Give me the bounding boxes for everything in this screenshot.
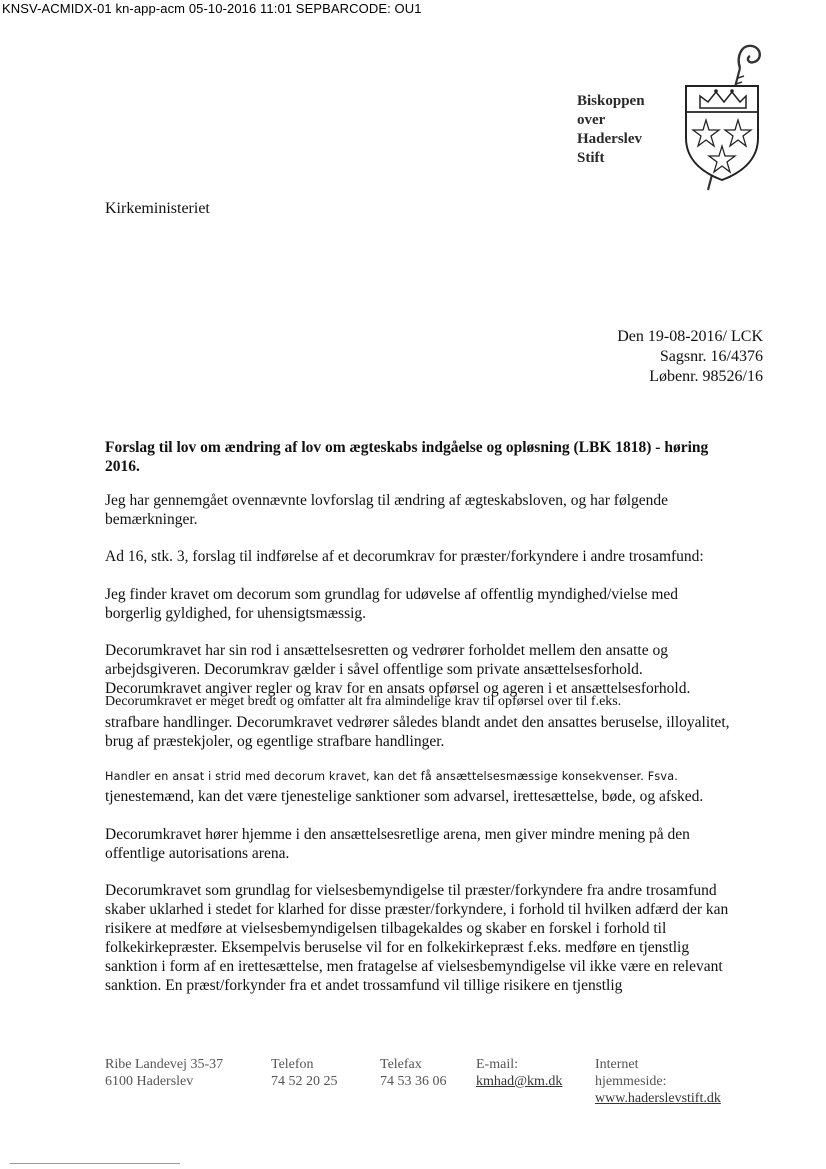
footer-address [105, 1056, 223, 1090]
letterhead-line: Haderslev [577, 131, 642, 147]
body-paragraph-4a: Decorumkravet har sin rod i ansættelsesretten og vedrører forholdet mellem den ansatte og arbejdsgiveren. Decorumkrav gælder i såvel offentlige som private ansættelsesforhold. Decorumkravet angiver regler og krav for en ansats opførsel og ageren i et ansættelsesforhold. [105, 642, 691, 697]
body-paragraph-6: Decorumkravet hører hjemme i den ansættelsesretlige arena, men giver mindre mening på den offentlige autorisations arena. [105, 826, 690, 862]
letterhead-text [577, 92, 645, 168]
footer-email-label: E-mail: [476, 1057, 518, 1072]
body-paragraph-3: Jeg finder kravet om decorum som grundlag for udøvelse af offentlig myndighed/vielse med borgerlig gyldighed, for uhensigtsmæssig. [105, 586, 679, 622]
footer-email-link[interactable]: kmhad@km.dk [476, 1074, 563, 1089]
body-paragraph-5b: tjenestemænd, kan det være tjenestelige sanktioner som advarsel, irettesættelse, bøde, og afsked. [105, 788, 704, 805]
diocese-crest-icon [680, 38, 766, 196]
footer-fax-label: Telefax [380, 1057, 422, 1072]
letterhead-line: over [577, 112, 606, 128]
body-paragraph-4b: Decorumkravet er meget bredt og omfatter alt fra almindelige krav til opførsel over til f.eks. [105, 694, 622, 709]
body-paragraph-5a: Handler en ansat i strid med decorum kravet, kan det få ansættelsesmæssige konsekvenser. Fsva. [105, 770, 679, 783]
body-paragraph-1: Jeg har gennemgået ovennævnte lovforslag til ændring af ægteskabsloven, og har følgende bemærkninger. [105, 492, 669, 528]
footer-fax [380, 1056, 447, 1090]
footer-internet-label: Internet [595, 1057, 639, 1072]
scan-header-stamp: KNSV-ACMIDX-01 kn-app-acm 05-10-2016 11:01 SEPBARCODE: OU1 [2, 1, 422, 16]
footer-phone-number: 74 52 20 25 [271, 1074, 338, 1089]
letter-subject: Forslag til lov om ændring af lov om ægteskabs indgåelse og opløsning (LBK 1818) - høring 2016. [105, 439, 709, 475]
recipient: Kirkeministeriet [105, 200, 210, 217]
footer-homepage-label: hjemmeside: [595, 1074, 667, 1089]
letterhead-line: Stift [577, 150, 605, 166]
body-paragraph-2: Ad 16, stk. 3, forslag til indførelse af et decorumkrav for præster/forkyndere i andre trosamfund: [105, 548, 704, 565]
footer-email [476, 1056, 562, 1090]
body-paragraph-4c: strafbare handlinger. Decorumkravet vedrører således blandt andet den ansattes beruselse, illoyalitet, brug af præstekjoler, og egentlige strafbare handlinger. [105, 714, 730, 750]
footer-address-line: 6100 Haderslev [105, 1074, 194, 1089]
footer-address-line: Ribe Landevej 35-37 [105, 1057, 224, 1072]
letter-date: Den 19-08-2016/ LCK [617, 328, 763, 345]
serial-number: Løbenr. 98526/16 [649, 368, 763, 385]
body-paragraph-7: Decorumkravet som grundlag for vielsesbemyndigelse til præster/forkyndere fra andre trosamfund skaber uklarhed i stedet for klarhed for disse præster/forkyndere, i forhold til hvilken adfærd der kan risikere at medføre at vielsesbemyndigelsen tilbagekaldes og skaber en forskel i forhold til folkekirkepræster. Eksempelvis beruselse vil for en folkekirkepræst f.eks. medføre en tjenstlig sanktion i form af en irettesættelse, men fratagelse af vielsesbemyndigelse vil ikke være en relevant sanktion. En præst/forkynder fra et andet trossamfund vil tillige risikere en tjenstlig [105, 882, 729, 994]
footer-internet [595, 1056, 721, 1107]
bottom-rule [10, 1163, 180, 1164]
case-number: Sagsnr. 16/4376 [659, 348, 763, 365]
footer-fax-number: 74 53 36 06 [380, 1074, 447, 1089]
letterhead-line: Biskoppen [577, 93, 645, 109]
footer-phone [271, 1056, 338, 1090]
footer-homepage-link[interactable]: www.haderslevstift.dk [595, 1091, 721, 1106]
footer-phone-label: Telefon [271, 1057, 314, 1072]
letter-meta [617, 327, 763, 387]
